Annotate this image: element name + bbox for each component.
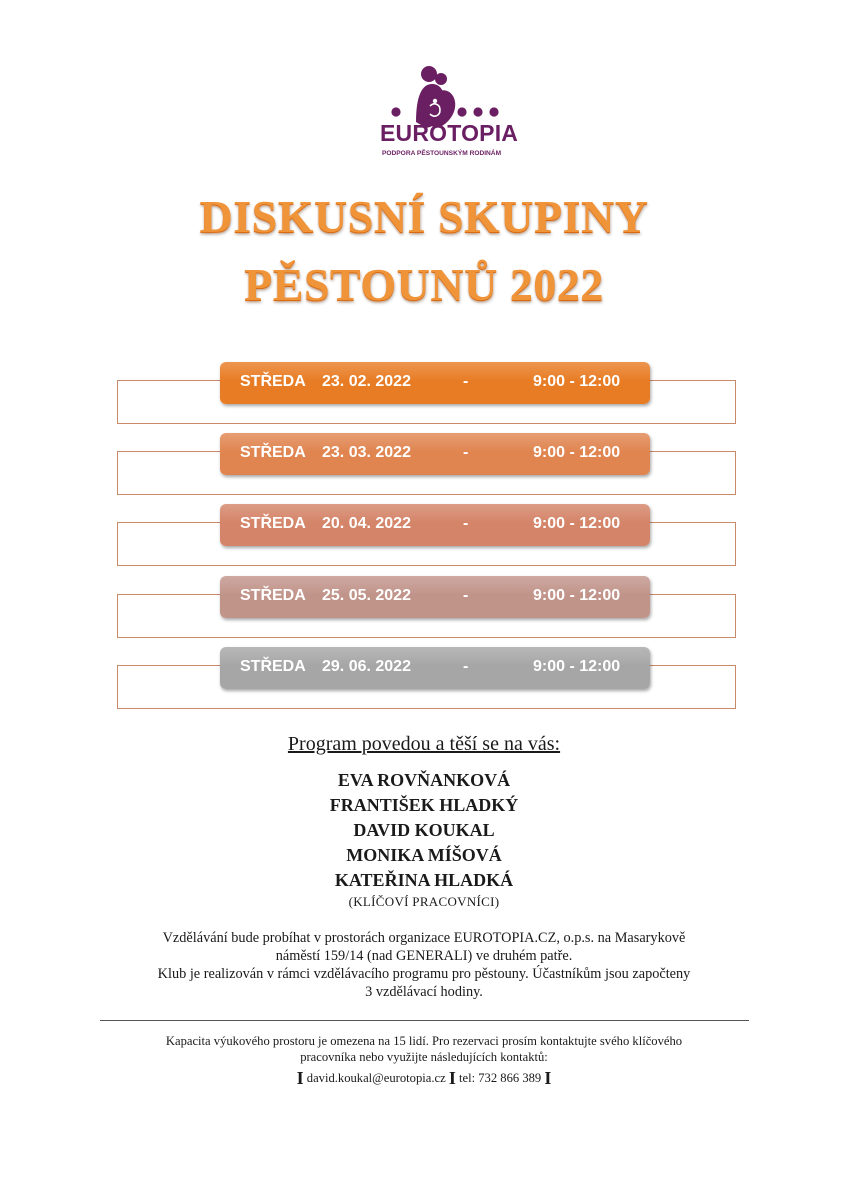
session-bar xyxy=(220,576,650,618)
session-date: 23. 03. 2022 xyxy=(322,444,411,461)
contact-line xyxy=(0,1068,848,1089)
info-line: Vzdělávání bude probíhat v prostorách organizace EUROTOPIA.CZ, o.p.s. na Masarykově xyxy=(162,930,686,946)
session-day: STŘEDA xyxy=(240,658,306,675)
session-dash: - xyxy=(463,444,469,461)
program-heading: Program povedou a těší se na vás: xyxy=(287,733,561,755)
session-slot xyxy=(117,433,736,505)
session-day: STŘEDA xyxy=(240,373,306,390)
session-dash: - xyxy=(463,515,469,532)
session-slot xyxy=(117,576,736,648)
session-date: 29. 06. 2022 xyxy=(322,658,411,675)
venue-info xyxy=(0,929,848,1001)
info-line: 3 vzdělávací hodiny. xyxy=(365,984,483,1000)
session-slot xyxy=(117,647,736,719)
session-slot xyxy=(117,504,736,576)
session-time: 9:00 - 12:00 xyxy=(533,515,621,532)
session-bar xyxy=(220,362,650,404)
headline-line-2: PĚSTOUNŮ 2022 xyxy=(244,259,604,310)
note-line: Kapacita výukového prostoru je omezena na 15 lidí. Pro rezervaci prosím kontaktujte svého klíčového xyxy=(165,1034,683,1048)
lecturer-name: DAVID KOUKAL xyxy=(353,820,495,840)
session-bar xyxy=(220,504,650,546)
session-slot xyxy=(117,362,736,434)
lecturer-name: KATEŘINA HLADKÁ xyxy=(334,870,514,890)
capacity-note xyxy=(0,1033,848,1065)
session-date: 23. 02. 2022 xyxy=(322,373,411,390)
session-bar xyxy=(220,647,650,689)
logo-tagline: PODPORA PĚSTOUNSKÝM RODINÁM xyxy=(382,150,502,157)
contact-phone[interactable]: tel: 732 866 389 xyxy=(459,1071,542,1085)
session-time: 9:00 - 12:00 xyxy=(533,444,621,461)
lecturer-name: MONIKA MÍŠOVÁ xyxy=(346,845,502,865)
lecturer-list xyxy=(0,768,848,911)
session-day: STŘEDA xyxy=(240,444,306,461)
separator-mark: I xyxy=(448,1068,456,1088)
info-line: náměstí 159/14 (nad GENERALI) ve druhém patře. xyxy=(275,948,573,964)
lecturer-name: FRANTIŠEK HLADKÝ xyxy=(329,795,519,815)
session-date: 20. 04. 2022 xyxy=(322,515,411,532)
lecturer-name: EVA ROVŇANKOVÁ xyxy=(337,770,511,790)
session-day: STŘEDA xyxy=(240,515,306,532)
lecturer-role: (KLÍČOVÍ PRACOVNÍCI) xyxy=(348,894,500,909)
note-line: pracovníka nebo využijte následujících kontaktů: xyxy=(300,1050,548,1064)
divider xyxy=(100,1020,749,1021)
session-time: 9:00 - 12:00 xyxy=(533,373,621,390)
session-dash: - xyxy=(463,373,469,390)
contact-email[interactable]: david.koukal@eurotopia.cz xyxy=(306,1071,446,1085)
headline-line-1: DISKUSNÍ SKUPINY xyxy=(199,191,649,242)
session-dash: - xyxy=(463,658,469,675)
eurotopia-logo xyxy=(380,62,530,162)
separator-mark: I xyxy=(544,1068,552,1088)
info-line: Klub je realizován v rámci vzdělávacího programu pro pěstouny. Účastníkům jsou započteny xyxy=(157,966,691,982)
logo-name: EUROTOPIA xyxy=(380,120,519,146)
session-time: 9:00 - 12:00 xyxy=(533,658,621,675)
separator-mark: I xyxy=(296,1068,304,1088)
session-date: 25. 05. 2022 xyxy=(322,587,411,604)
session-bar xyxy=(220,433,650,475)
session-dash: - xyxy=(463,587,469,604)
session-day: STŘEDA xyxy=(240,587,306,604)
session-time: 9:00 - 12:00 xyxy=(533,587,621,604)
